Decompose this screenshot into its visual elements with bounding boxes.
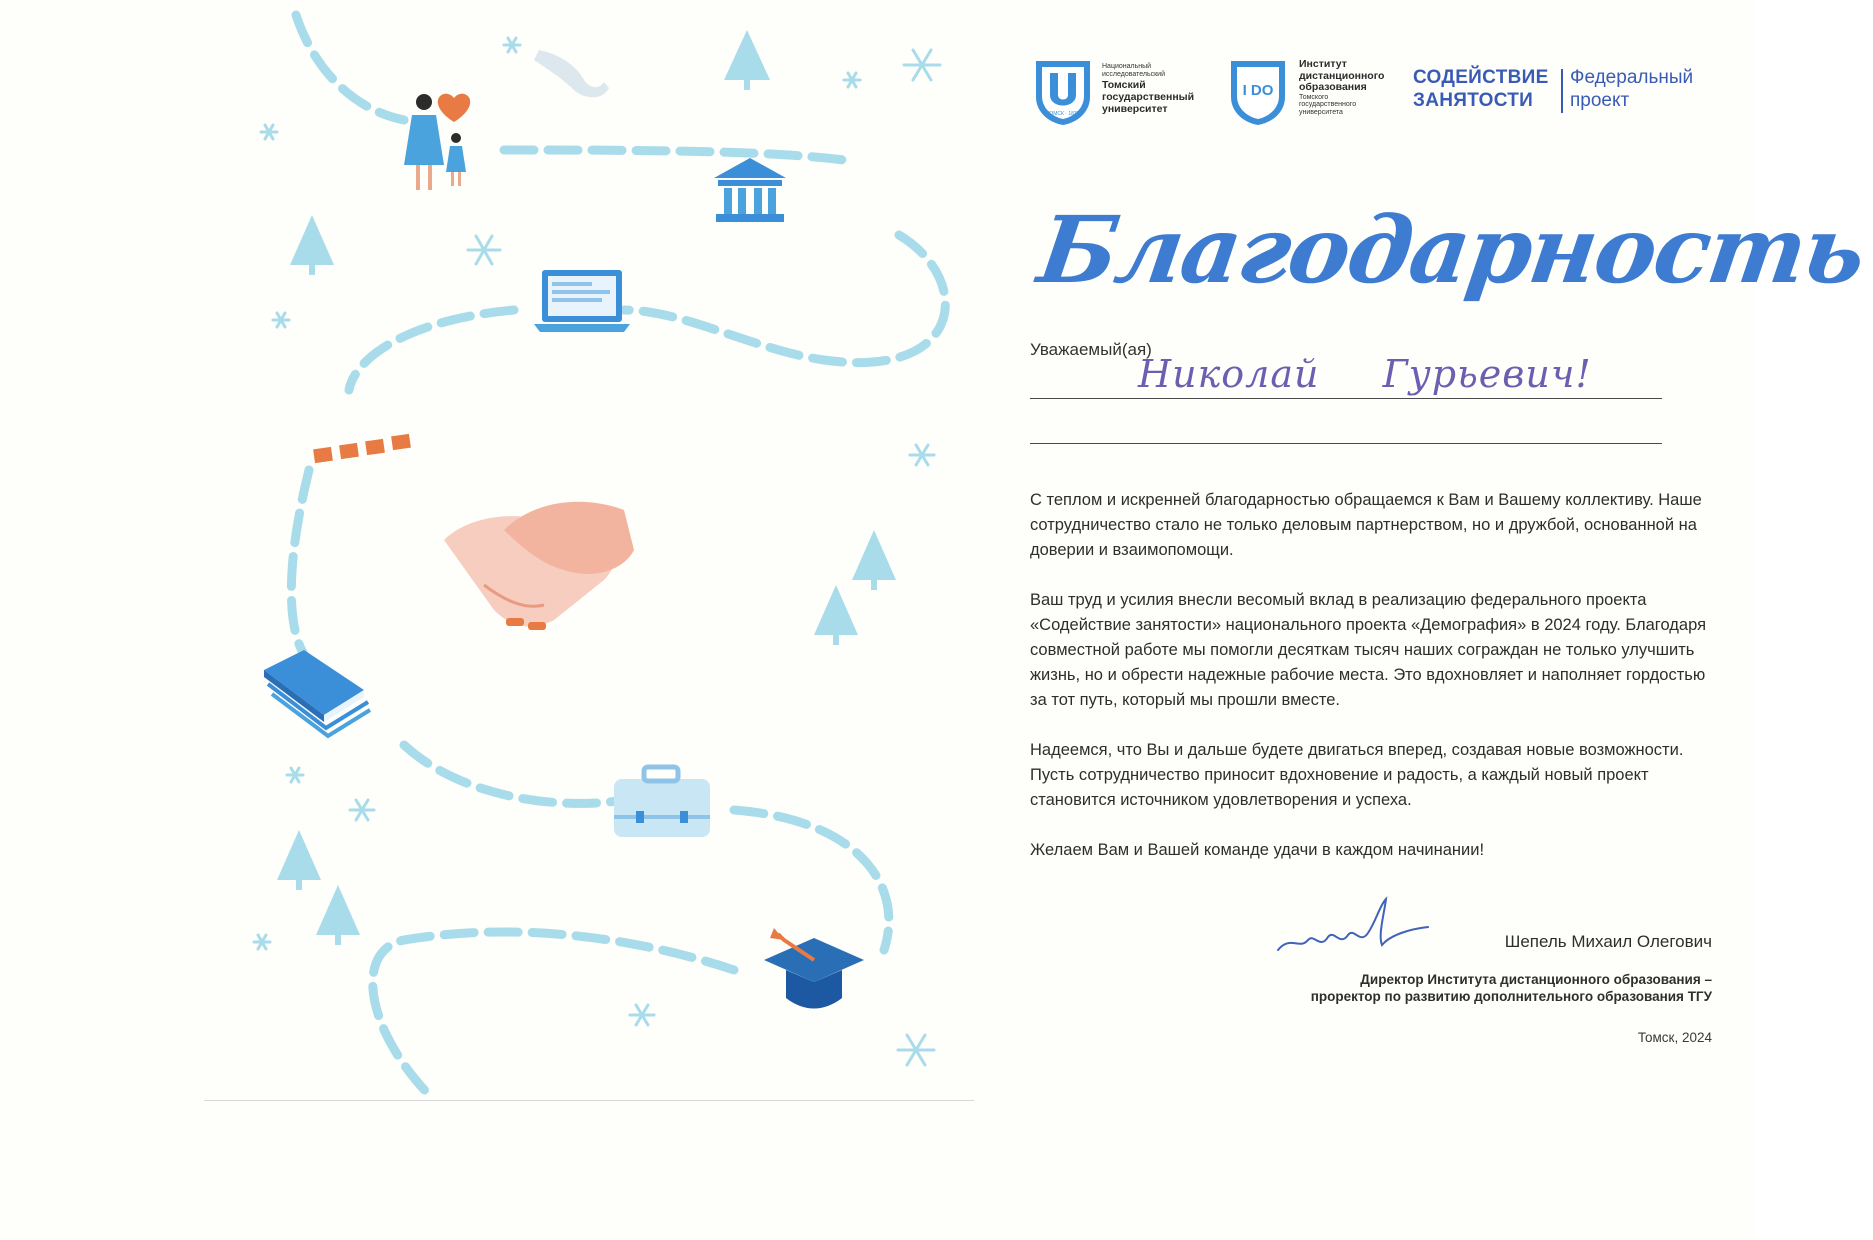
paragraph-2: Ваш труд и усилия внесли весомый вклад в реализацию федерального проекта «Содействие занятости» национального проекта «Демография» в 2024 году. Благодаря совместной работе мы помогли десяткам тысяч наших сограждан не только улучшить жизнь, но и обрести надежные рабочие места. Это вдохновляет и наполняет гордостью за тот путь, который мы прошли вместе. xyxy=(1030,591,1707,709)
svg-text:I DO: I DO xyxy=(1242,82,1274,99)
snowflake-icon xyxy=(254,935,270,949)
snowflake-icon xyxy=(504,38,520,52)
fp-right-line1: Федеральный xyxy=(1570,67,1694,88)
signer-name: Шепель Михаил Олегович xyxy=(1504,932,1712,951)
certificate-title: Благодарность xyxy=(1032,196,1871,304)
ido-sub3: университета xyxy=(1299,109,1343,117)
ido-name2: дистанционного xyxy=(1299,69,1385,82)
snowflake-icon xyxy=(468,236,500,264)
fir-tree-icon xyxy=(724,30,770,90)
snowflake-icon xyxy=(287,768,303,782)
federal-project-logo xyxy=(1413,67,1713,117)
name-underline-second xyxy=(1030,443,1662,444)
ido-name3: образования xyxy=(1299,81,1367,94)
tsu-line2: исследовательский xyxy=(1102,71,1165,79)
fir-tree-icon xyxy=(277,830,321,890)
ido-sub1: Томского xyxy=(1299,93,1329,101)
place-date: Томск, 2024 xyxy=(1637,1030,1712,1045)
ido-logo xyxy=(1225,55,1405,130)
paragraph-1: С теплом и искренней благодарностью обращаемся к Вам и Вашему коллективу. Наше сотрудничество стало не только деловым партнерством, но и дружбой, основанной на доверии и взаимопомощи. xyxy=(1030,491,1702,559)
tsu-name3: университет xyxy=(1102,103,1168,116)
heart-icon xyxy=(438,94,470,122)
svg-text:ТОМСК · 1878: ТОМСК · 1878 xyxy=(1046,111,1080,117)
signer-position-line1: Директор Института дистанционного образования – xyxy=(1360,972,1712,987)
snowflake-icon xyxy=(350,800,374,820)
salutation: Уважаемый(ая) xyxy=(1030,340,1152,359)
recipient-handwritten-name: Николай Гурьевич! xyxy=(1138,352,1592,396)
fp-divider xyxy=(1561,69,1563,113)
snowflake-icon xyxy=(904,50,940,80)
snowflake-icon xyxy=(844,73,860,87)
tsu-logo xyxy=(1030,55,1210,130)
paragraph-4: Желаем Вам и Вашей команде удачи в каждом начинании! xyxy=(1030,841,1485,859)
fir-tree-icon xyxy=(290,215,334,275)
tsu-shield-icon xyxy=(1030,57,1096,127)
laptop-icon xyxy=(534,270,630,332)
fir-tree-icon xyxy=(852,530,896,590)
ido-shield-icon xyxy=(1225,57,1291,127)
tsu-name1: Томский xyxy=(1102,79,1146,92)
squirrel-icon xyxy=(534,50,609,97)
snowflake-icon xyxy=(630,1005,654,1025)
briefcase-icon xyxy=(614,767,710,837)
signature-scribble xyxy=(1270,895,1430,965)
handshake-icon xyxy=(444,502,634,630)
fp-left-line2: ЗАНЯТОСТИ xyxy=(1413,89,1534,111)
bank-building-icon xyxy=(714,158,786,222)
logo-bar xyxy=(1030,55,1710,135)
signer-position xyxy=(1192,971,1712,1005)
illustration-panel xyxy=(204,10,974,1100)
snowflake-icon xyxy=(910,445,934,465)
illustration-bottom-rule xyxy=(204,1100,974,1101)
accent-orange-dashes xyxy=(313,434,411,463)
snowflake-icon xyxy=(898,1035,934,1065)
fp-right-line2: проект xyxy=(1570,89,1630,111)
ido-sub2: государственного xyxy=(1299,101,1357,109)
fp-left-line1: СОДЕЙСТВИЕ xyxy=(1413,67,1549,88)
signer-position-line2: проректор по развитию дополнительного образования ТГУ xyxy=(1310,989,1712,1004)
letter-body xyxy=(1030,488,1720,888)
name-underline xyxy=(1030,398,1662,399)
fir-tree-icon xyxy=(316,885,360,945)
tsu-name2: государственный xyxy=(1102,91,1195,104)
fir-tree-icon xyxy=(814,585,858,645)
paragraph-3: Надеемся, что Вы и дальше будете двигаться вперед, создавая новые возможности. Пусть сотрудничество приносит вдохновение и радость, а каждый новый проект становится источником удовлетворения и успеха. xyxy=(1030,741,1684,809)
ido-name1: Институт xyxy=(1299,58,1347,70)
graduation-cap-icon xyxy=(764,928,864,1009)
snowflake-icon xyxy=(273,313,289,327)
book-stack-icon xyxy=(264,650,370,736)
snowflake-icon xyxy=(261,125,277,139)
tsu-line1: Национальный xyxy=(1102,63,1152,70)
